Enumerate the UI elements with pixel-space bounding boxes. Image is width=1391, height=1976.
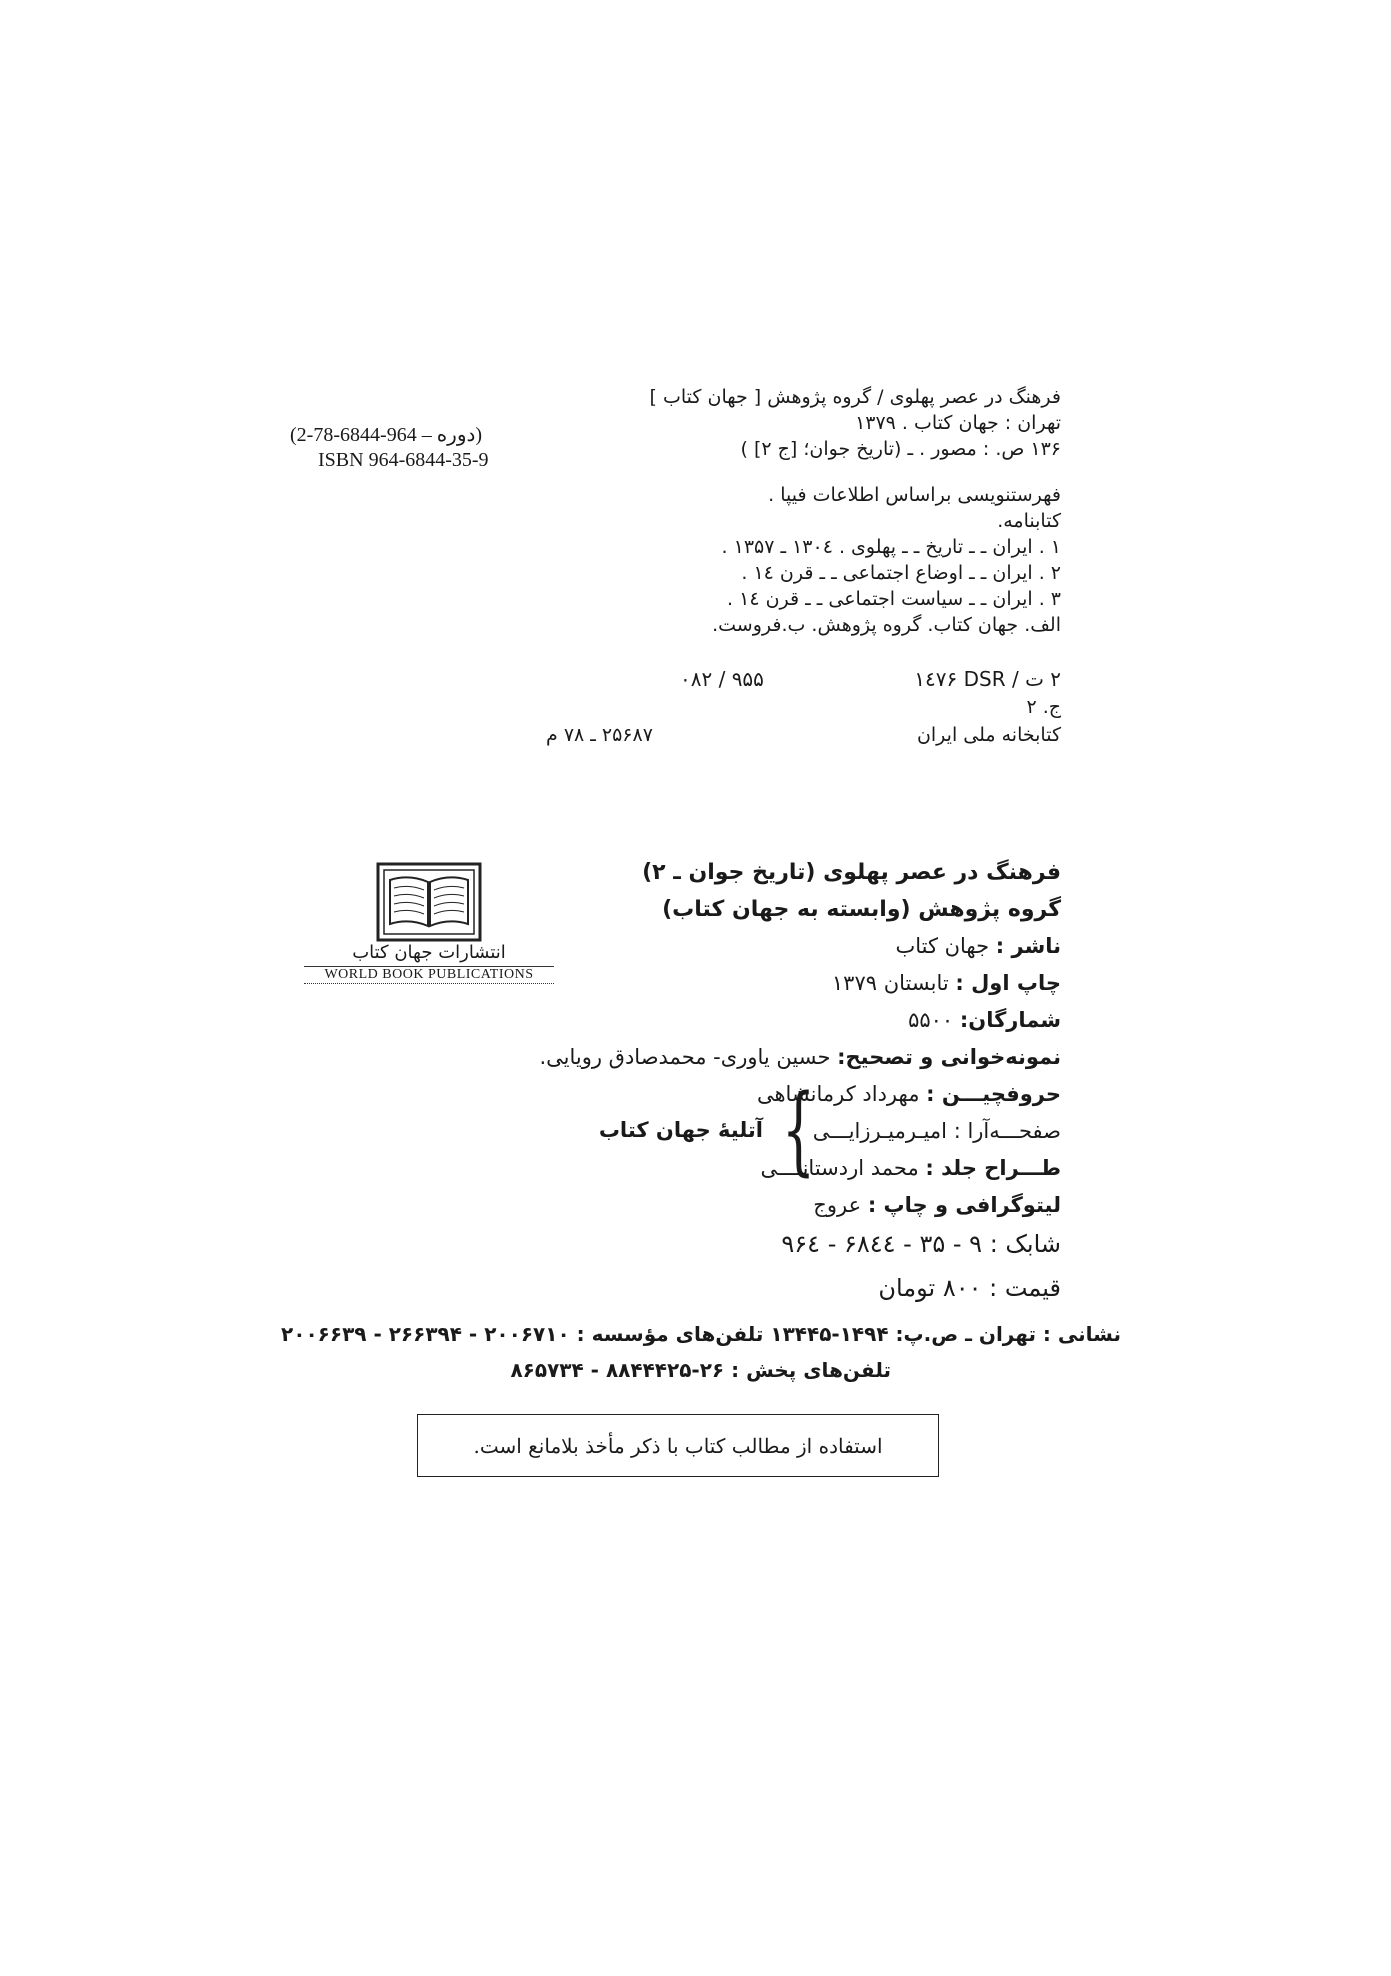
book-title: فرهنگ در عصر پهلوی (تاریخ جوان ـ ۲) xyxy=(642,860,1061,885)
national-library-number: ۲۵۶۸۷ ـ ۷۸ م xyxy=(546,724,653,746)
open-book-icon xyxy=(304,862,554,942)
edition-value: تابستان ۱۳۷۹ xyxy=(831,971,949,995)
print-run-row xyxy=(908,1008,1061,1032)
cip-subject-2: ۲ . ایران ـ ـ اوضاع اجتماعی ـ ـ قرن ١٤ . xyxy=(741,562,1061,584)
typesetting-label: حروفچیـــن : xyxy=(926,1082,1061,1106)
distribution-phones: تلفن‌های پخش : ۲۶-۸۸۴۴۴۲۵ - ۸۶۵۷۳۴ xyxy=(510,1358,891,1382)
atelier-name: آتلیهٔ جهان کتاب xyxy=(598,1118,763,1142)
layout-row xyxy=(813,1119,1061,1143)
publisher-logo-persian: انتشارات جهان کتاب xyxy=(352,942,506,963)
price-value: ۸۰۰ تومان xyxy=(878,1274,982,1302)
isbn-number: ISBN 964-6844-35-9 xyxy=(318,449,489,471)
proofreading-row xyxy=(539,1045,1061,1069)
edition-label: چاپ اول : xyxy=(955,971,1061,995)
publisher-logo xyxy=(304,862,554,992)
national-library-label: کتابخانه ملی ایران xyxy=(916,724,1061,746)
isbn-value: ۹ - ۳۵ - ۶۸٤٤ - ۹۶٤ xyxy=(781,1230,983,1258)
copyright-notice: استفاده از مطالب کتاب با ذکر مأخذ بلامانع است. xyxy=(417,1414,939,1477)
grouping-brace: { xyxy=(781,1074,816,1186)
publisher-value: جهان کتاب xyxy=(895,934,990,958)
proofreading-value: حسین یاوری- محمدصادق رویایی. xyxy=(539,1045,831,1069)
typesetting-value: مهرداد کرمانشاهی xyxy=(756,1082,920,1106)
cip-title-line: فرهنگ در عصر پهلوی / گروه پژوهش [ جهان کتاب ] xyxy=(649,386,1061,408)
layout-label: صفحـــه‌آرا : xyxy=(953,1119,1061,1143)
price-row xyxy=(878,1274,1061,1302)
edition-row xyxy=(832,971,1061,995)
litho-label: لیتوگرافی و چاپ : xyxy=(867,1193,1061,1217)
isbn-set: (دوره – 964-6844-78-2) xyxy=(290,424,483,446)
litho-row xyxy=(813,1193,1061,1217)
cip-collation-line: ۱۳۶ ص. : مصور . ـ (تاریخ جوان؛ [ج ۲] ) xyxy=(740,438,1061,460)
address-line: نشانی : تهران ـ ص.پ: ۱۴۹۴-۱۳۴۴۵ تلفن‌های مؤسسه : ۲۰۰۶۷۱۰ - ۲۶۶۳۹۴ - ۲۰۰۶۶۳۹ xyxy=(281,1322,1121,1346)
price-label: قیمت : xyxy=(989,1274,1061,1302)
cover-design-value: محمد اردستانــــی xyxy=(760,1156,919,1180)
print-run-label: شمارگان: xyxy=(959,1008,1061,1032)
cip-bibliography-line: کتابنامه. xyxy=(997,510,1061,532)
volume-number: ج. ۲ xyxy=(1026,696,1061,718)
cover-design-label: طـــراح جلد : xyxy=(925,1156,1061,1180)
layout-value: امیـرمیـرزایـــی xyxy=(812,1119,948,1143)
cip-subject-1: ۱ . ایران ـ ـ تاریخ ـ ـ پهلوی . ۱۳۰٤ ـ ۱۳۵۷ . xyxy=(721,536,1061,558)
isbn-label: شابک : xyxy=(989,1230,1061,1258)
book-author: گروه پژوهش (وابسته به جهان کتاب) xyxy=(662,897,1061,922)
isbn-row xyxy=(781,1230,1061,1258)
cip-imprint-line: تهران : جهان کتاب . ۱۳۷۹ xyxy=(855,412,1061,434)
cip-note-line: فهرستنویسی براساس اطلاعات فیپا . xyxy=(768,484,1061,506)
publisher-row xyxy=(895,934,1061,958)
lc-number: ۲ ت / DSR ١٤٧۶ xyxy=(914,667,1061,691)
publisher-logo-english: WORLD BOOK PUBLICATIONS xyxy=(304,966,554,984)
publisher-label: ناشر : xyxy=(995,934,1061,958)
cip-added-entries: الف. جهان کتاب. گروه پژوهش. ب.فروست. xyxy=(712,614,1061,636)
proofreading-label: نمونه‌خوانی و تصحیح: xyxy=(837,1045,1061,1069)
print-run-value: ۵۵۰۰ xyxy=(908,1008,954,1032)
dewey-number: ۹۵۵ / ۰۸۲ xyxy=(680,667,764,691)
litho-value: عروج xyxy=(813,1193,862,1217)
cip-subject-3: ۳ . ایران ـ ـ سیاست اجتماعی ـ ـ قرن ١٤ . xyxy=(727,588,1061,610)
